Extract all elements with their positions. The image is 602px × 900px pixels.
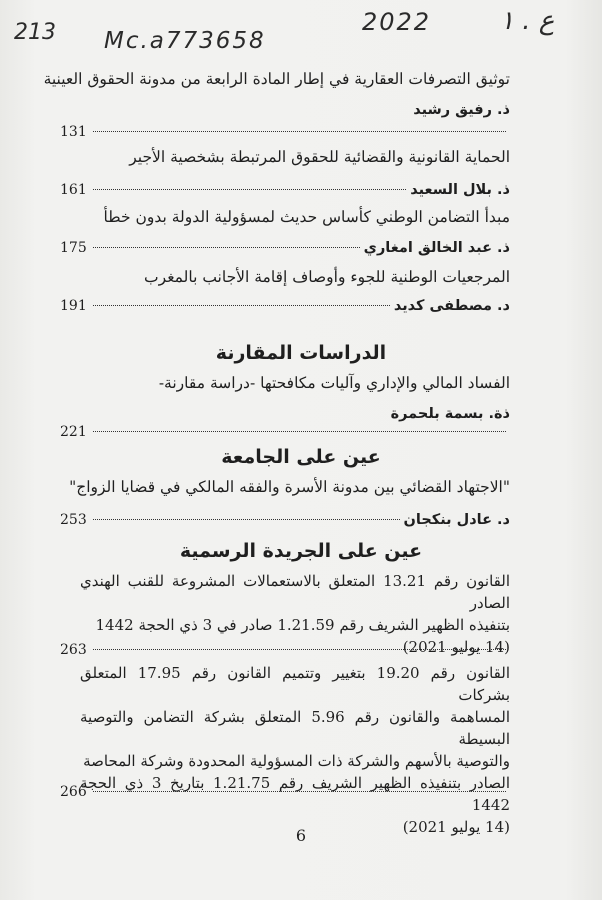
toc-line [60, 124, 510, 140]
dot-leader [93, 518, 400, 520]
entry-author: د. مصطفى كديد [393, 298, 510, 314]
toc-line [60, 298, 510, 314]
page-ref: 221 [60, 424, 87, 440]
handwritten-number: 213 [14, 20, 56, 45]
section-heading: عين على الجامعة [221, 446, 381, 468]
dot-leader [93, 188, 407, 190]
entry-author: ذة. بسمة بلحمرة [390, 406, 510, 422]
gazette-line: القانون رقم 13.21 المتعلق بالاستعمالات المشروعة للقنب الهندي الصادر [80, 572, 510, 612]
entry-title: المرجعيات الوطنية للجوء وأوصاف إقامة الأجانب بالمغرب [144, 268, 510, 286]
entry-author: ذ. رفيق رشيد [413, 102, 510, 118]
page-ref: 131 [60, 124, 87, 140]
toc-line [60, 424, 510, 440]
handwritten-year: 2022 [362, 8, 432, 36]
entry-author: ذ. عبد الخالق امغاري [363, 240, 510, 256]
entry-title: توثيق التصرفات العقارية في إطار المادة الرابعة من مدونة الحقوق العينية [43, 70, 510, 88]
page-ref: 263 [60, 642, 87, 658]
page-ref: 253 [60, 512, 87, 528]
gazette-line: القانون رقم 19.20 بتغيير وتتميم القانون رقم 17.95 المتعلق بشركات [80, 664, 510, 704]
toc-line [60, 642, 510, 658]
entry-title: الحماية القانونية والقضائية للحقوق المرتبطة بشخصية الأجير [129, 148, 510, 166]
section-heading: الدراسات المقارنة [215, 342, 387, 364]
page-ref: 161 [60, 182, 87, 198]
dot-leader [93, 790, 506, 792]
dot-leader [93, 130, 506, 132]
dot-leader [93, 430, 506, 432]
page-ref: 175 [60, 240, 87, 256]
handwritten-label: ع . ١ [500, 6, 555, 36]
toc-line [60, 784, 510, 800]
gazette-line: بتنفيذه الظهير الشريف رقم 1.21.59 صادر في 3 ذي الحجة 1442 [95, 616, 510, 634]
section-heading: عين على الجريدة الرسمية [179, 540, 423, 562]
dot-leader [93, 304, 390, 306]
entry-author: ذ. بلال السعيد [410, 182, 510, 198]
dot-leader [93, 648, 506, 650]
gazette-line: والتوصية بالأسهم والشركة ذات المسؤولية المحدودة وشركة المحاصة [83, 752, 510, 770]
page-ref: 266 [60, 784, 87, 800]
toc-line [60, 512, 510, 528]
toc-line [60, 240, 510, 256]
gazette-line: المساهمة والقانون رقم 5.96 المتعلق بشركة التضامن والتوصية البسيطة [80, 708, 511, 748]
gazette-line: (14 يوليو 2021) [402, 818, 510, 836]
page-ref: 191 [60, 298, 87, 314]
entry-title: الفساد المالي والإداري وآليات مكافحتها -دراسة مقارنة- [158, 374, 510, 392]
entry-author: د. عادل بنكجان [403, 512, 510, 528]
gazette-item [80, 662, 510, 838]
handwritten-code: Mc.a773658 [104, 28, 266, 54]
toc-line [60, 182, 510, 198]
gazette-line: (14 يوليو 2021) [402, 638, 510, 656]
gazette-line: الصادر بتنفيذه الظهير الشريف رقم 1.21.75 بتاريخ 3 ذي الحجة 1442 [80, 774, 510, 814]
entry-title: مبدأ التضامن الوطني كأساس حديث لمسؤولية الدولة بدون خطأ [103, 208, 510, 226]
entry-title: "الاجتهاد القضائي بين مدونة الأسرة والفقه المالكي في قضايا الزواج" [69, 478, 510, 496]
page-number: 6 [295, 826, 307, 845]
dot-leader [93, 246, 360, 248]
